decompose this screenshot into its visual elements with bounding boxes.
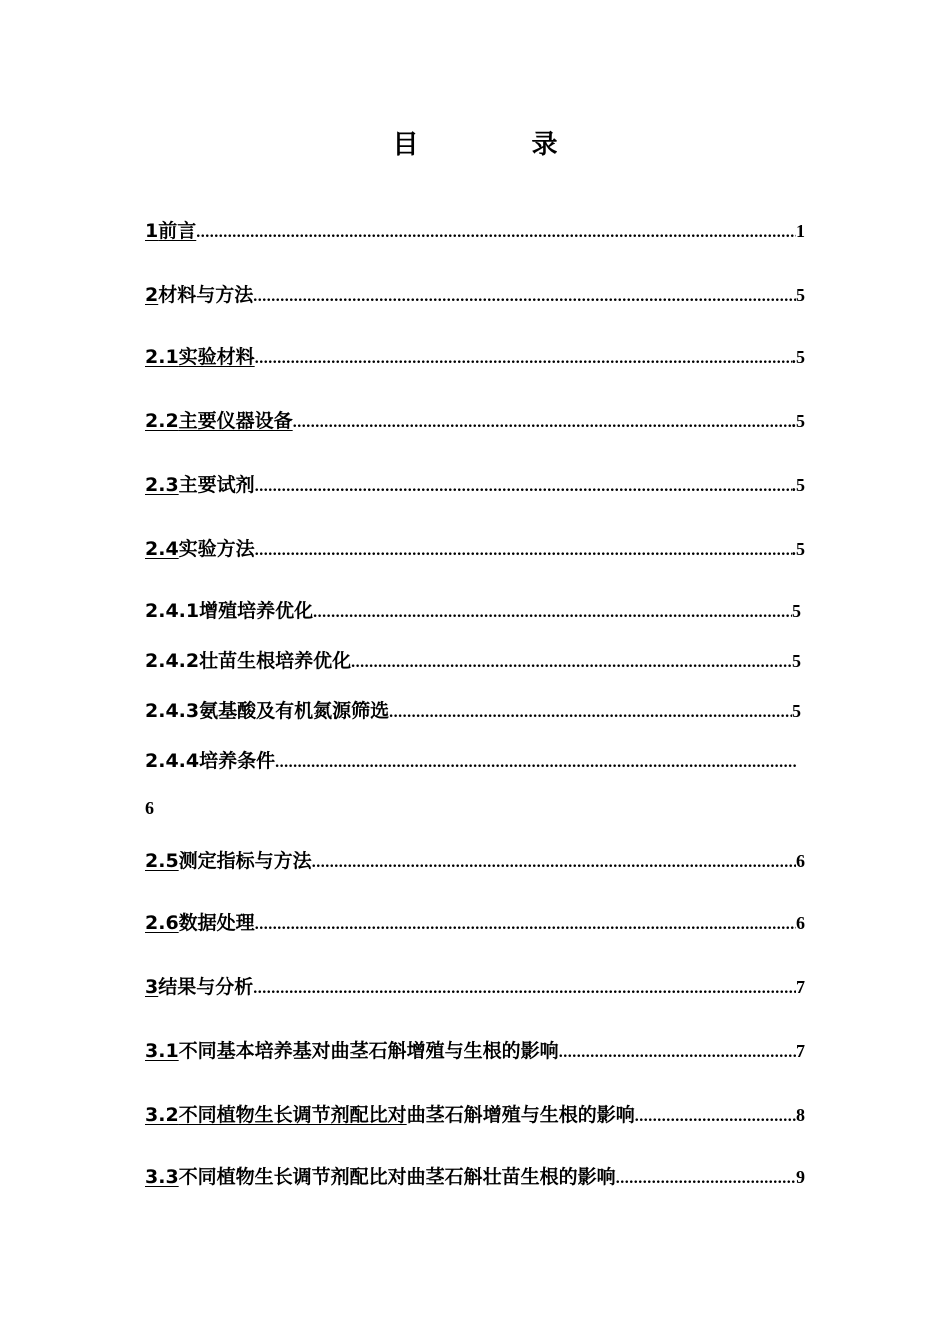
toc-entry-number: 1 bbox=[145, 220, 159, 242]
toc-entry-2[interactable] bbox=[145, 280, 805, 310]
toc-page-number: 9 bbox=[796, 1167, 805, 1187]
toc-entry-title-cont: 曲茎石斛增殖与生根的影响 bbox=[406, 1104, 635, 1126]
toc-entry-title: 结果与分析 bbox=[158, 976, 254, 998]
toc-entry-number: 2.4 bbox=[145, 538, 179, 560]
toc-entry-title: 测定指标与方法 bbox=[178, 850, 312, 872]
toc-entry-number: 2.4.3 bbox=[145, 700, 200, 722]
toc-leader-dots bbox=[275, 754, 797, 772]
toc-page-number-wrapped: 6 bbox=[145, 798, 154, 818]
toc-entry-title: 氨基酸及有机氮源筛选 bbox=[199, 700, 390, 722]
toc-entry-number: 2.6 bbox=[145, 912, 179, 934]
toc-entry-number: 2.4.1 bbox=[145, 600, 200, 622]
toc-entry-2-4-3[interactable] bbox=[145, 696, 801, 726]
toc-entry-2-3[interactable] bbox=[145, 470, 805, 500]
toc-entry-2-4-1[interactable] bbox=[145, 596, 801, 626]
toc-page-number: 5 bbox=[792, 601, 801, 621]
toc-entry-3-1[interactable] bbox=[145, 1036, 805, 1066]
toc-leader-dots bbox=[255, 542, 792, 560]
toc-page-number: 8 bbox=[796, 1105, 805, 1125]
toc-entry-title: 壮苗生根培养优化 bbox=[199, 650, 352, 672]
toc-leader-dots bbox=[255, 916, 796, 934]
toc-page-number: .5 bbox=[791, 539, 805, 559]
toc-leader-dots bbox=[253, 980, 796, 998]
toc-leader-dots bbox=[196, 224, 796, 242]
toc-page-number: 6 bbox=[796, 851, 805, 871]
toc-entry-title: 增殖培养优化 bbox=[199, 600, 314, 622]
toc-entry-2-6[interactable] bbox=[145, 908, 805, 938]
toc-page-number: .5 bbox=[791, 411, 805, 431]
toc-leader-dots bbox=[255, 478, 792, 496]
toc-entry-1[interactable] bbox=[145, 216, 805, 246]
toc-entry-3-3[interactable] bbox=[145, 1162, 805, 1192]
toc-entry-number: 2.3 bbox=[145, 474, 179, 496]
toc-leader-dots bbox=[313, 604, 792, 622]
toc-entry-2-1[interactable] bbox=[145, 342, 805, 372]
toc-entry-number: 2.2 bbox=[145, 410, 179, 432]
toc-leader-dots bbox=[559, 1044, 796, 1062]
toc-entry-title: 不同基本培养基对曲茎石斛增殖与生根的影响 bbox=[178, 1040, 559, 1062]
toc-entry-title: 实验方法 bbox=[178, 538, 255, 560]
toc-entry-2-5[interactable] bbox=[145, 846, 805, 876]
toc-entry-title: 数据处理 bbox=[178, 912, 255, 934]
toc-leader-dots bbox=[255, 350, 792, 368]
toc-entry-number: 2.5 bbox=[145, 850, 179, 872]
toc-page-number: .5 bbox=[791, 347, 805, 367]
toc-page-number: 5 bbox=[792, 651, 801, 671]
toc-leader-dots bbox=[312, 854, 796, 872]
toc-leader-dots bbox=[389, 704, 792, 722]
toc-entry-title: 不同植物生长调节剂配比对曲茎石斛壮苗生根的影响 bbox=[178, 1166, 616, 1188]
toc-entry-number: 2.1 bbox=[145, 346, 179, 368]
toc-entry-2-4-2[interactable] bbox=[145, 646, 801, 676]
toc-page-number: 5 bbox=[792, 701, 801, 721]
toc-entry-title: 实验材料 bbox=[178, 346, 255, 368]
toc-entry-number: 2 bbox=[145, 284, 159, 306]
toc-page-number: 7 bbox=[796, 977, 805, 997]
page-title: 目 录 bbox=[392, 130, 610, 160]
toc-leader-dots bbox=[635, 1108, 796, 1126]
toc-entry-title: 培养条件 bbox=[199, 750, 276, 772]
toc-leader-dots bbox=[253, 288, 796, 306]
toc-entry-title: 不同植物生长调节剂配比对 bbox=[178, 1104, 407, 1126]
toc-entry-number: 3 bbox=[145, 976, 159, 998]
toc-entry-title: 主要试剂 bbox=[178, 474, 255, 496]
toc-leader-dots bbox=[351, 654, 792, 672]
toc-entry-number: 2.4.2 bbox=[145, 650, 200, 672]
toc-leader-dots bbox=[293, 414, 792, 432]
toc-entry-title: 材料与方法 bbox=[158, 284, 254, 306]
toc-entry-number: 3.2 bbox=[145, 1104, 179, 1126]
toc-leader-dots bbox=[616, 1170, 796, 1188]
toc-entry-number: 3.3 bbox=[145, 1166, 179, 1188]
toc-entry-2-4[interactable] bbox=[145, 534, 805, 564]
toc-entry-number: 3.1 bbox=[145, 1040, 179, 1062]
toc-page-number: 5 bbox=[796, 285, 805, 305]
toc-entry-title: 主要仪器设备 bbox=[178, 410, 293, 432]
toc-entry-2-4-4[interactable] bbox=[145, 746, 797, 776]
toc-page-number: 1 bbox=[796, 221, 805, 241]
toc-entry-2-2[interactable] bbox=[145, 406, 805, 436]
toc-page-number: 6 bbox=[796, 913, 805, 933]
toc-page-number: 7 bbox=[796, 1041, 805, 1061]
toc-entry-3-2[interactable] bbox=[145, 1100, 805, 1130]
toc-entry-3[interactable] bbox=[145, 972, 805, 1002]
toc-entry-number: 2.4.4 bbox=[145, 750, 200, 772]
toc-page-number: .5 bbox=[791, 475, 805, 495]
toc-entry-title: 前言 bbox=[158, 220, 197, 242]
